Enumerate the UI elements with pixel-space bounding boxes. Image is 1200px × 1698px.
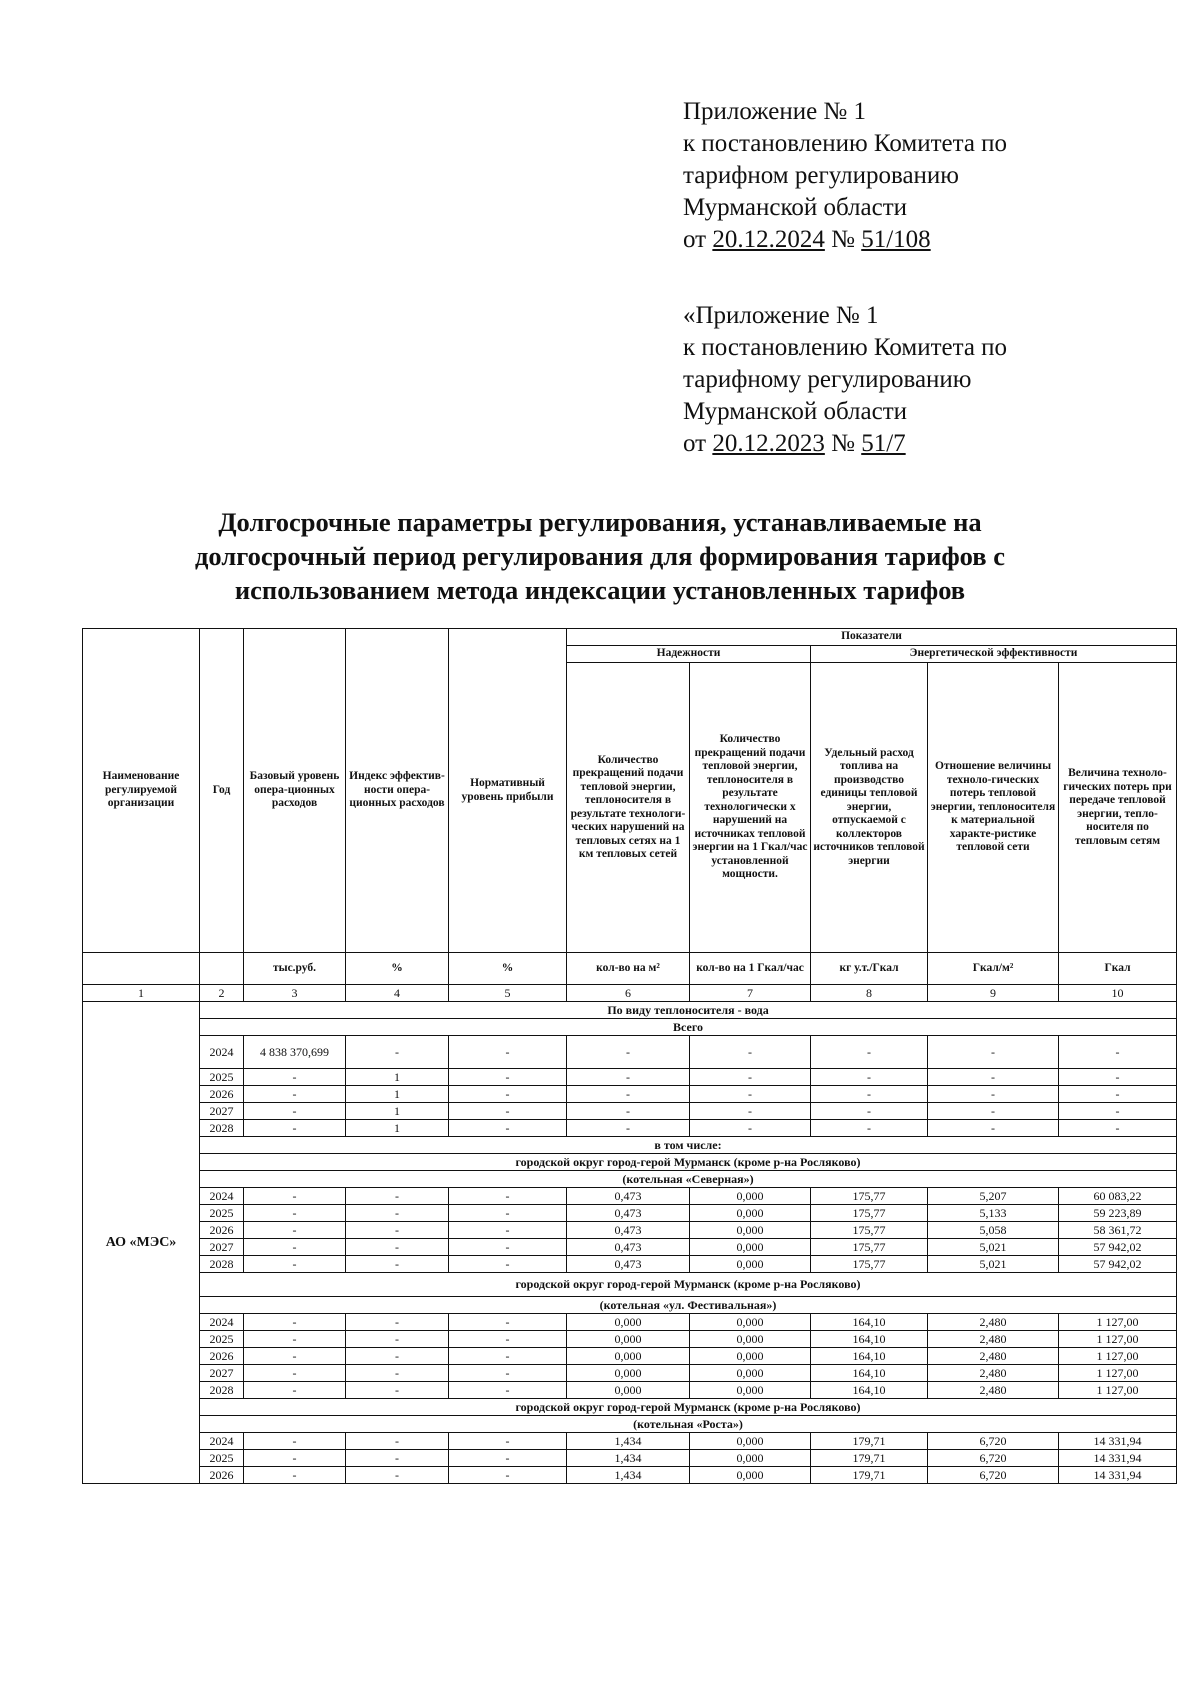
- cell-c9: -: [928, 1036, 1059, 1069]
- cell-profit: -: [449, 1205, 567, 1222]
- cell-c10: -: [1059, 1120, 1177, 1137]
- cell-index: 1: [346, 1103, 449, 1120]
- cell-profit: -: [449, 1086, 567, 1103]
- cell-c7: 0,000: [690, 1348, 811, 1365]
- document-title: [60, 505, 1140, 607]
- col-num-6: 6: [567, 985, 690, 1002]
- annex-current-number: 51/108: [861, 226, 931, 253]
- cell-c9: -: [928, 1086, 1059, 1103]
- cell-index: -: [346, 1433, 449, 1450]
- cell-c6: 0,000: [567, 1382, 690, 1399]
- cell-c10: 1 127,00: [1059, 1365, 1177, 1382]
- unit-1: [83, 953, 200, 985]
- cell-year: 2025: [200, 1331, 244, 1348]
- organization-name: АО «МЭС»: [83, 1002, 200, 1484]
- col-header-7: Количество прекращений подачи тепловой энергии, теплоносителя в результате технологически х нарушений на источниках тепловой энергии на 1 Гкал/час установленной мощности.: [690, 663, 811, 953]
- col-header-8: Удельный расход топлива на производство единицы тепловой энергии, отпускаемой с коллекторов источников тепловой энергии: [811, 663, 928, 953]
- section-name: городской округ город-герой Мурманск (кроме р-на Росляково): [200, 1399, 1177, 1416]
- cell-index: -: [346, 1256, 449, 1273]
- cell-c9: 2,480: [928, 1314, 1059, 1331]
- cell-profit: -: [449, 1348, 567, 1365]
- cell-year: 2026: [200, 1086, 244, 1103]
- cell-c7: 0,000: [690, 1331, 811, 1348]
- cell-c6: 0,000: [567, 1314, 690, 1331]
- cell-c8: 179,71: [811, 1450, 928, 1467]
- table-row: [83, 1154, 1177, 1171]
- cell-c9: -: [928, 1069, 1059, 1086]
- section-boiler: (котельная «Роста»): [200, 1416, 1177, 1433]
- cell-base: -: [244, 1086, 346, 1103]
- cell-c6: -: [567, 1069, 690, 1086]
- table-row: [83, 1365, 1177, 1382]
- cell-c8: 179,71: [811, 1433, 928, 1450]
- cell-profit: -: [449, 1036, 567, 1069]
- cell-c7: 0,000: [690, 1222, 811, 1239]
- cell-c6: -: [567, 1086, 690, 1103]
- table-row: [83, 1222, 1177, 1239]
- cell-c9: 6,720: [928, 1450, 1059, 1467]
- col-header-10: Величина техноло-гических потерь при передаче тепловой энергии, тепло-носителя по тепловым сетям: [1059, 663, 1177, 953]
- cell-c8: 164,10: [811, 1382, 928, 1399]
- cell-c9: 5,021: [928, 1239, 1059, 1256]
- total-label: Всего: [200, 1019, 1177, 1036]
- cell-c9: 6,720: [928, 1467, 1059, 1484]
- cell-base: 4 838 370,699: [244, 1036, 346, 1069]
- cell-index: -: [346, 1222, 449, 1239]
- cell-year: 2026: [200, 1348, 244, 1365]
- cell-profit: -: [449, 1256, 567, 1273]
- col-num-5: 5: [449, 985, 567, 1002]
- cell-c9: 6,720: [928, 1433, 1059, 1450]
- cell-profit: -: [449, 1433, 567, 1450]
- cell-c7: 0,000: [690, 1450, 811, 1467]
- col-header-2: Год: [200, 629, 244, 953]
- cell-c6: 1,434: [567, 1450, 690, 1467]
- col-header-5: Нормативный уровень прибыли: [449, 629, 567, 953]
- table-row: [83, 1348, 1177, 1365]
- cell-year: 2025: [200, 1205, 244, 1222]
- cell-year: 2024: [200, 1036, 244, 1069]
- cell-c8: -: [811, 1086, 928, 1103]
- unit-4: %: [346, 953, 449, 985]
- cell-base: -: [244, 1256, 346, 1273]
- cell-profit: -: [449, 1331, 567, 1348]
- unit-10: Гкал: [1059, 953, 1177, 985]
- cell-year: 2027: [200, 1103, 244, 1120]
- annex-current-line4: Мурманской области: [683, 194, 908, 221]
- cell-index: 1: [346, 1086, 449, 1103]
- cell-c10: -: [1059, 1086, 1177, 1103]
- annex-previous-number-sign: №: [831, 430, 855, 457]
- cell-index: 1: [346, 1069, 449, 1086]
- annex-previous: [683, 300, 1163, 460]
- cell-index: -: [346, 1036, 449, 1069]
- cell-c8: 175,77: [811, 1205, 928, 1222]
- cell-c7: 0,000: [690, 1467, 811, 1484]
- section-name: городской округ город-герой Мурманск (кроме р-на Росляково): [200, 1273, 1177, 1297]
- cell-base: -: [244, 1188, 346, 1205]
- cell-c7: -: [690, 1103, 811, 1120]
- cell-c10: -: [1059, 1036, 1177, 1069]
- cell-year: 2027: [200, 1365, 244, 1382]
- annex-previous-number: 51/7: [861, 430, 906, 457]
- cell-c10: 14 331,94: [1059, 1467, 1177, 1484]
- annex-previous-prefix: от: [683, 430, 707, 457]
- table-row: [83, 1036, 1177, 1069]
- cell-profit: -: [449, 1450, 567, 1467]
- annex-previous-line3: тарифному регулированию: [683, 366, 972, 393]
- col-num-2: 2: [200, 985, 244, 1002]
- carrier-label: По виду теплоносителя - вода: [200, 1002, 1177, 1019]
- cell-base: -: [244, 1331, 346, 1348]
- annex-current: [683, 96, 1163, 256]
- title-line1: Долгосрочные параметры регулирования, устанавливаемые на: [218, 507, 982, 537]
- cell-base: -: [244, 1205, 346, 1222]
- table-row: [83, 1069, 1177, 1086]
- table-row: [83, 1467, 1177, 1484]
- cell-profit: -: [449, 1103, 567, 1120]
- cell-c6: 0,000: [567, 1348, 690, 1365]
- cell-c10: 14 331,94: [1059, 1433, 1177, 1450]
- unit-2: [200, 953, 244, 985]
- unit-8: кг у.т./Гкал: [811, 953, 928, 985]
- cell-index: -: [346, 1314, 449, 1331]
- cell-index: -: [346, 1348, 449, 1365]
- unit-5: %: [449, 953, 567, 985]
- cell-year: 2028: [200, 1382, 244, 1399]
- cell-index: -: [346, 1365, 449, 1382]
- cell-c9: 5,133: [928, 1205, 1059, 1222]
- col-num-9: 9: [928, 985, 1059, 1002]
- cell-year: 2026: [200, 1467, 244, 1484]
- cell-c10: 1 127,00: [1059, 1382, 1177, 1399]
- group-header-indicators: Показатели: [567, 629, 1177, 646]
- cell-profit: -: [449, 1365, 567, 1382]
- cell-profit: -: [449, 1467, 567, 1484]
- col-header-1: Наименование регулируемой организации: [83, 629, 200, 953]
- cell-c7: -: [690, 1086, 811, 1103]
- cell-index: -: [346, 1188, 449, 1205]
- col-num-3: 3: [244, 985, 346, 1002]
- cell-base: -: [244, 1348, 346, 1365]
- annex-current-date: 20.12.2024: [712, 226, 825, 253]
- section-name: городской округ город-герой Мурманск (кроме р-на Росляково): [200, 1154, 1177, 1171]
- annex-current-line3: тарифном регулированию: [683, 162, 959, 189]
- annex-previous-line4: Мурманской области: [683, 398, 908, 425]
- cell-index: 1: [346, 1120, 449, 1137]
- cell-c10: 1 127,00: [1059, 1314, 1177, 1331]
- cell-c6: 0,000: [567, 1365, 690, 1382]
- section-boiler: (котельная «ул. Фестивальная»): [200, 1297, 1177, 1314]
- cell-c7: 0,000: [690, 1365, 811, 1382]
- cell-index: -: [346, 1382, 449, 1399]
- cell-year: 2026: [200, 1222, 244, 1239]
- cell-base: -: [244, 1239, 346, 1256]
- table-row: [83, 1205, 1177, 1222]
- cell-c10: 60 083,22: [1059, 1188, 1177, 1205]
- cell-c10: 14 331,94: [1059, 1450, 1177, 1467]
- annex-current-line2: к постановлению Комитета по: [683, 130, 1008, 157]
- cell-base: -: [244, 1467, 346, 1484]
- cell-c9: 5,207: [928, 1188, 1059, 1205]
- table-row: [83, 1297, 1177, 1314]
- cell-c6: 0,473: [567, 1256, 690, 1273]
- cell-year: 2028: [200, 1256, 244, 1273]
- cell-c10: 59 223,89: [1059, 1205, 1177, 1222]
- cell-base: -: [244, 1450, 346, 1467]
- section-boiler: (котельная «Северная»): [200, 1171, 1177, 1188]
- cell-year: 2028: [200, 1120, 244, 1137]
- table-row: [83, 1120, 1177, 1137]
- table-row: [83, 1239, 1177, 1256]
- cell-base: -: [244, 1120, 346, 1137]
- group-header-energy: Энергетической эффективности: [811, 646, 1177, 663]
- cell-c10: 1 127,00: [1059, 1348, 1177, 1365]
- cell-c8: -: [811, 1069, 928, 1086]
- cell-c6: -: [567, 1036, 690, 1069]
- cell-index: -: [346, 1467, 449, 1484]
- table-row: [83, 1399, 1177, 1416]
- cell-c8: 164,10: [811, 1365, 928, 1382]
- col-num-4: 4: [346, 985, 449, 1002]
- cell-c6: 0,000: [567, 1331, 690, 1348]
- cell-year: 2024: [200, 1314, 244, 1331]
- title-line3: использованием метода индексации установленных тарифов: [234, 575, 966, 605]
- table-row: [83, 1450, 1177, 1467]
- annex-current-line1: Приложение № 1: [683, 98, 867, 125]
- cell-c8: 175,77: [811, 1239, 928, 1256]
- cell-year: 2025: [200, 1450, 244, 1467]
- cell-c7: -: [690, 1036, 811, 1069]
- cell-c8: 164,10: [811, 1314, 928, 1331]
- cell-index: -: [346, 1450, 449, 1467]
- cell-base: -: [244, 1103, 346, 1120]
- cell-c9: 5,021: [928, 1256, 1059, 1273]
- table-row: [83, 1086, 1177, 1103]
- col-header-6: Количество прекращений подачи тепловой энергии, теплоносителя в результате технологи-ческих нарушений на тепловых сетях на 1 км тепловых сетей: [567, 663, 690, 953]
- cell-c6: -: [567, 1120, 690, 1137]
- table-row: [83, 1331, 1177, 1348]
- table-row: [83, 1103, 1177, 1120]
- table-row: [83, 1137, 1177, 1154]
- cell-c7: -: [690, 1069, 811, 1086]
- including-label: в том числе:: [200, 1137, 1177, 1154]
- cell-c9: -: [928, 1120, 1059, 1137]
- cell-c7: 0,000: [690, 1188, 811, 1205]
- cell-c7: 0,000: [690, 1239, 811, 1256]
- col-header-9: Отношение величины техноло-гических потерь тепловой энергии, теплоносителя к материальной характе-ристике тепловой сети: [928, 663, 1059, 953]
- unit-3: тыс.руб.: [244, 953, 346, 985]
- table-row: [83, 1416, 1177, 1433]
- cell-c9: 5,058: [928, 1222, 1059, 1239]
- cell-c8: 164,10: [811, 1331, 928, 1348]
- unit-9: Гкал/м²: [928, 953, 1059, 985]
- table-row: [83, 1433, 1177, 1450]
- table-row: [83, 1002, 1177, 1019]
- cell-year: 2027: [200, 1239, 244, 1256]
- unit-7: кол-во на 1 Гкал/час: [690, 953, 811, 985]
- cell-index: -: [346, 1205, 449, 1222]
- cell-c9: 2,480: [928, 1365, 1059, 1382]
- cell-profit: -: [449, 1239, 567, 1256]
- cell-c9: 2,480: [928, 1382, 1059, 1399]
- cell-c8: -: [811, 1103, 928, 1120]
- table-row: [83, 1019, 1177, 1036]
- cell-c8: 175,77: [811, 1188, 928, 1205]
- cell-base: -: [244, 1382, 346, 1399]
- cell-c7: -: [690, 1120, 811, 1137]
- col-header-4: Индекс эффектив-ности опера-ционных расходов: [346, 629, 449, 953]
- cell-c10: 1 127,00: [1059, 1331, 1177, 1348]
- cell-index: -: [346, 1239, 449, 1256]
- cell-c8: 179,71: [811, 1467, 928, 1484]
- cell-base: -: [244, 1069, 346, 1086]
- cell-c6: 1,434: [567, 1433, 690, 1450]
- cell-c8: 175,77: [811, 1256, 928, 1273]
- annex-current-prefix: от: [683, 226, 707, 253]
- cell-year: 2025: [200, 1069, 244, 1086]
- cell-profit: -: [449, 1222, 567, 1239]
- table-row: [83, 1171, 1177, 1188]
- cell-c7: 0,000: [690, 1314, 811, 1331]
- cell-base: -: [244, 1365, 346, 1382]
- cell-index: -: [346, 1331, 449, 1348]
- col-num-1: 1: [83, 985, 200, 1002]
- table-row: [83, 1256, 1177, 1273]
- cell-c6: 0,473: [567, 1205, 690, 1222]
- cell-c7: 0,000: [690, 1205, 811, 1222]
- cell-profit: -: [449, 1314, 567, 1331]
- cell-profit: -: [449, 1188, 567, 1205]
- cell-c10: 58 361,72: [1059, 1222, 1177, 1239]
- table-row: [83, 1273, 1177, 1297]
- cell-c6: 1,434: [567, 1467, 690, 1484]
- group-header-reliability: Надежности: [567, 646, 811, 663]
- annex-previous-line2: к постановлению Комитета по: [683, 334, 1008, 361]
- cell-c10: 57 942,02: [1059, 1239, 1177, 1256]
- cell-c10: 57 942,02: [1059, 1256, 1177, 1273]
- cell-c7: 0,000: [690, 1256, 811, 1273]
- col-num-7: 7: [690, 985, 811, 1002]
- annex-previous-date: 20.12.2023: [712, 430, 825, 457]
- title-line2: долгосрочный период регулирования для формирования тарифов с: [195, 541, 1005, 571]
- cell-c9: 2,480: [928, 1348, 1059, 1365]
- cell-c9: -: [928, 1103, 1059, 1120]
- col-num-8: 8: [811, 985, 928, 1002]
- annex-previous-ref: [683, 428, 1163, 460]
- cell-c9: 2,480: [928, 1331, 1059, 1348]
- cell-c6: 0,473: [567, 1188, 690, 1205]
- cell-profit: -: [449, 1120, 567, 1137]
- cell-c6: 0,473: [567, 1222, 690, 1239]
- cell-c10: -: [1059, 1069, 1177, 1086]
- cell-c7: 0,000: [690, 1433, 811, 1450]
- table-row: [83, 1382, 1177, 1399]
- cell-base: -: [244, 1222, 346, 1239]
- cell-c7: 0,000: [690, 1382, 811, 1399]
- cell-c10: -: [1059, 1103, 1177, 1120]
- col-num-10: 10: [1059, 985, 1177, 1002]
- cell-base: -: [244, 1433, 346, 1450]
- cell-c6: -: [567, 1103, 690, 1120]
- col-header-3: Базовый уровень опера-ционных расходов: [244, 629, 346, 953]
- cell-c8: -: [811, 1036, 928, 1069]
- table-row: [83, 1188, 1177, 1205]
- unit-6: кол-во на м²: [567, 953, 690, 985]
- cell-profit: -: [449, 1069, 567, 1086]
- annex-current-ref: [683, 224, 1163, 256]
- annex-previous-line1: «Приложение № 1: [683, 302, 879, 329]
- parameters-table: [82, 628, 1177, 1484]
- annex-current-number-sign: №: [831, 226, 855, 253]
- cell-year: 2024: [200, 1433, 244, 1450]
- cell-base: -: [244, 1314, 346, 1331]
- cell-c8: 175,77: [811, 1222, 928, 1239]
- cell-c8: 164,10: [811, 1348, 928, 1365]
- cell-year: 2024: [200, 1188, 244, 1205]
- cell-c8: -: [811, 1120, 928, 1137]
- cell-profit: -: [449, 1382, 567, 1399]
- table-row: [83, 1314, 1177, 1331]
- cell-c6: 0,473: [567, 1239, 690, 1256]
